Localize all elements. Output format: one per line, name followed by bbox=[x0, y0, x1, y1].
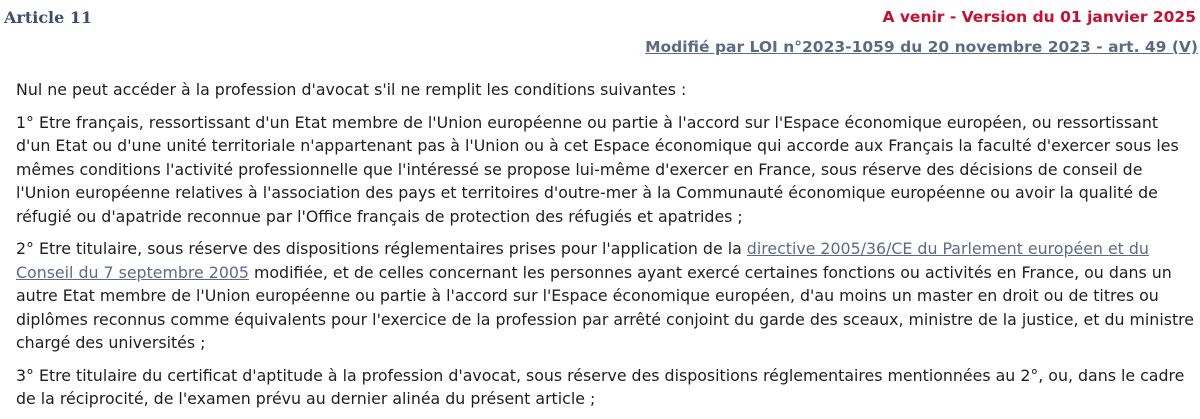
condition-1-paragraph: 1° Etre français, ressortissant d'un Etat membre de l'Union européenne ou partie à l'accord sur l'Espace économique européen, ou ressortissant d'un Etat ou d'une unité territoriale n'appartenant pas à l'Union ou à cet Espace économique qui accorde aux Français la faculté d'exercer sous les mêmes conditions l'activité professionnelle que l'intéressé se propose lui-même d'exercer en France, sous réserve des décisions de conseil de l'Union européenne relatives à l'association des pays et territoires d'outre-mer à la Communauté économique européenne ou avoir la qualité de réfugié ou d'apatride reconnue par l'Office français de protection des réfugiés et apatrides ; bbox=[16, 112, 1179, 226]
article-title: Article 11 bbox=[4, 8, 93, 27]
intro-paragraph: Nul ne peut accéder à la profession d'avocat s'il ne remplit les conditions suivantes : bbox=[16, 80, 687, 99]
condition-2-text-after: modifiée, et de celles concernant les personnes ayant exercé certaines fonctions ou activités en France, ou dans un autre Etat membre de l'Union européenne ou partie à l'accord sur l'Espace économique européen, d'au moins un master en droit ou de titres ou diplômes reconnus comme équivalents pour l'exercice de la profession par arrêté conjoint du garde des sceaux, ministre de la justice, et du ministre chargé des universités ; bbox=[16, 262, 1195, 352]
condition-2-paragraph bbox=[16, 237, 1195, 355]
article-body bbox=[0, 78, 1200, 411]
modified-by-link[interactable]: Modifié par LOI n°2023-1059 du 20 novembre 2023 - art. 49 (V) bbox=[645, 38, 1198, 56]
article-header bbox=[0, 0, 1200, 78]
version-label: A venir - Version du 01 janvier 2025 bbox=[882, 8, 1196, 26]
directive-link[interactable]: directive 2005/36/CE du Parlement européen et du Conseil du 7 septembre 2005 bbox=[16, 239, 1149, 282]
condition-3-paragraph: 3° Etre titulaire du certificat d'aptitude à la profession d'avocat, sous réserve des dispositions réglementaires mentionnées au 2°, ou, dans le cadre de la réciprocité, de l'examen prévu au dernier alinéa du présent article ; bbox=[16, 365, 1185, 408]
condition-2-text-before: 2° Etre titulaire, sous réserve des dispositions réglementaires prises pour l'application de la bbox=[16, 239, 747, 258]
